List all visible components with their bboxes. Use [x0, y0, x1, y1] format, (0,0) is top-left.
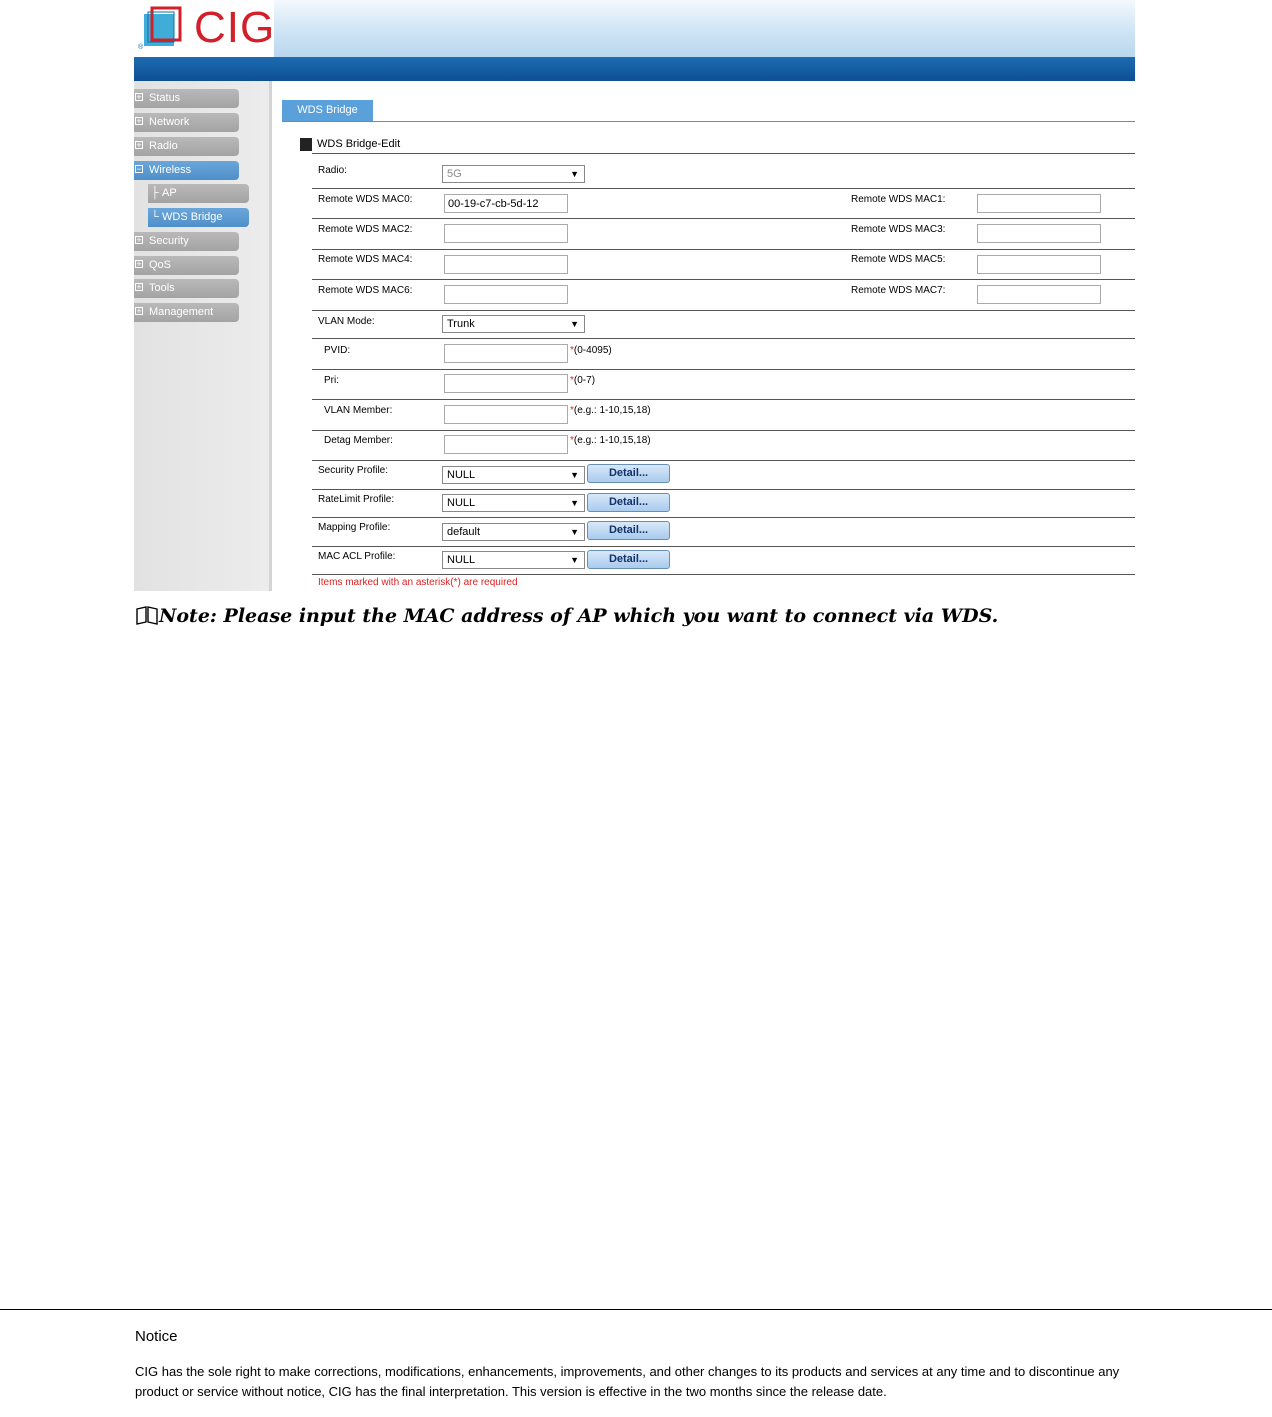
- vlan-member-input[interactable]: [444, 405, 568, 424]
- dropdown-arrow-icon: ▼: [570, 319, 579, 329]
- divider: [312, 430, 1135, 431]
- logo-mark-icon: [142, 6, 182, 48]
- sidebar-item-label: QoS: [149, 259, 172, 271]
- mapping-profile-label: Mapping Profile:: [318, 522, 391, 533]
- mac4-input[interactable]: [444, 255, 568, 274]
- pvid-range: (0-4095): [573, 345, 612, 356]
- plus-box-icon: +: [136, 282, 142, 292]
- logo-text: CIG: [194, 3, 276, 52]
- section-marker-icon: [300, 138, 312, 151]
- plus-box-icon: +: [136, 306, 142, 316]
- mac1-label: Remote WDS MAC1:: [851, 194, 946, 205]
- mac0-label: Remote WDS MAC0:: [318, 194, 413, 205]
- divider: [312, 188, 1135, 189]
- mac0-input[interactable]: [444, 194, 568, 213]
- security-profile-select[interactable]: NULL ▼: [442, 466, 585, 484]
- required-fields-note: Items marked with an asterisk(*) are required: [318, 577, 518, 588]
- pri-hint: [570, 375, 595, 387]
- detag-member-example: (e.g.: 1-10,15,18): [573, 435, 651, 446]
- dropdown-arrow-icon: ▼: [570, 169, 579, 179]
- tab-wds-bridge[interactable]: WDS Bridge: [282, 100, 373, 121]
- sidebar-subitem-wds-bridge[interactable]: [148, 208, 249, 227]
- notice-body: CIG has the sole right to make corrections, modifications, enhancements, improvements, and other changes to its products and services at any time and to discontinue any product or service without notice, CIG has the final interpretation. This version is effective in the two months since the release date.: [135, 1364, 1120, 1399]
- footer-divider: [0, 1309, 1272, 1310]
- required-star: *: [570, 435, 574, 446]
- divider: [312, 153, 1135, 154]
- divider: [312, 546, 1135, 547]
- vlan-member-hint: [570, 405, 651, 417]
- divider: [312, 310, 1135, 311]
- mac3-input[interactable]: [977, 224, 1101, 243]
- divider: [312, 399, 1135, 400]
- divider: [312, 279, 1135, 280]
- tree-branch-icon: ├: [151, 187, 159, 199]
- sidebar-item-label: Radio: [149, 140, 178, 152]
- required-star: *: [570, 345, 574, 356]
- plus-box-icon: +: [136, 235, 142, 245]
- mac2-input[interactable]: [444, 224, 568, 243]
- ratelimit-profile-detail-button[interactable]: Detail...: [587, 493, 670, 512]
- detag-member-label: Detag Member:: [324, 435, 393, 446]
- mapping-profile-select[interactable]: default ▼: [442, 523, 585, 541]
- sidebar: [134, 81, 272, 591]
- notice-title: Notice: [135, 1328, 178, 1345]
- sidebar-item-label: Tools: [149, 282, 175, 294]
- mac-acl-profile-detail-button[interactable]: Detail...: [587, 550, 670, 569]
- tree-end-icon: └: [151, 211, 159, 223]
- mac7-label: Remote WDS MAC7:: [851, 285, 946, 296]
- dropdown-arrow-icon: ▼: [570, 498, 579, 508]
- mac3-label: Remote WDS MAC3:: [851, 224, 946, 235]
- plus-box-icon: +: [136, 116, 142, 126]
- divider: [312, 218, 1135, 219]
- divider: [312, 517, 1135, 518]
- sidebar-item-label: Status: [149, 92, 181, 104]
- screenshot-frame: [134, 0, 1135, 591]
- required-star: *: [570, 405, 574, 416]
- logo: [134, 0, 274, 57]
- sidebar-item-wireless[interactable]: [134, 161, 239, 180]
- open-book-icon: [135, 605, 159, 625]
- mac5-input[interactable]: [977, 255, 1101, 274]
- ratelimit-profile-select[interactable]: NULL ▼: [442, 494, 585, 512]
- plus-box-icon: +: [136, 259, 142, 269]
- mac-acl-profile-label: MAC ACL Profile:: [318, 551, 396, 562]
- vlan-mode-select[interactable]: Trunk ▼: [442, 315, 585, 333]
- mac2-label: Remote WDS MAC2:: [318, 224, 413, 235]
- dropdown-arrow-icon: ▼: [570, 470, 579, 480]
- divider: [312, 249, 1135, 250]
- sidebar-item-status[interactable]: [134, 89, 239, 108]
- sidebar-item-radio[interactable]: [134, 137, 239, 156]
- ratelimit-profile-label: RateLimit Profile:: [318, 494, 395, 505]
- security-profile-label: Security Profile:: [318, 465, 389, 476]
- note: [135, 604, 998, 628]
- plus-box-icon: +: [136, 92, 142, 102]
- radio-select[interactable]: 5G ▼: [442, 165, 585, 183]
- mac-acl-profile-select[interactable]: NULL ▼: [442, 551, 585, 569]
- pri-range: (0-7): [573, 375, 596, 386]
- required-star: *: [570, 375, 574, 386]
- sidebar-item-security[interactable]: [134, 232, 239, 251]
- top-nav-bar: [134, 57, 1135, 81]
- plus-box-icon: +: [136, 140, 142, 150]
- pvid-label: PVID:: [324, 345, 351, 356]
- divider: [312, 489, 1135, 490]
- detag-member-hint: [570, 435, 651, 447]
- dropdown-arrow-icon: ▼: [570, 527, 579, 537]
- pri-label: Pri:: [324, 375, 339, 386]
- sidebar-subitem-label: AP: [162, 187, 177, 199]
- sidebar-item-management[interactable]: [134, 303, 239, 322]
- mac1-input[interactable]: [977, 194, 1101, 213]
- radio-label: Radio:: [318, 165, 347, 176]
- detag-member-input[interactable]: [444, 435, 568, 454]
- sidebar-item-qos[interactable]: [134, 256, 239, 275]
- sidebar-item-tools[interactable]: [134, 279, 239, 298]
- tab-underline: [282, 121, 1135, 122]
- divider: [312, 460, 1135, 461]
- sidebar-subitem-label: WDS Bridge: [162, 211, 223, 223]
- mac4-label: Remote WDS MAC4:: [318, 254, 413, 265]
- sidebar-item-label: Security: [149, 235, 189, 247]
- pvid-hint: [570, 345, 612, 357]
- pvid-input[interactable]: [444, 344, 568, 363]
- vlan-member-example: (e.g.: 1-10,15,18): [573, 405, 651, 416]
- sidebar-item-network[interactable]: [134, 113, 239, 132]
- sidebar-item-label: Management: [149, 306, 214, 318]
- mapping-profile-detail-button[interactable]: Detail...: [587, 521, 670, 540]
- divider: [312, 369, 1135, 370]
- registered-mark: ®: [138, 44, 144, 51]
- note-text: Note: Please input the MAC address of AP which you want to connect via WDS.: [159, 605, 999, 627]
- dropdown-arrow-icon: ▼: [570, 555, 579, 565]
- mac7-input[interactable]: [977, 285, 1101, 304]
- sidebar-item-label: Network: [149, 116, 190, 128]
- pri-input[interactable]: [444, 374, 568, 393]
- minus-box-icon: −: [136, 164, 142, 174]
- header-banner: [134, 0, 1135, 57]
- sidebar-item-label: Wireless: [149, 164, 192, 176]
- sidebar-subitem-ap[interactable]: [148, 184, 249, 203]
- section-title: WDS Bridge-Edit: [317, 138, 401, 150]
- vlan-mode-label: VLAN Mode:: [318, 316, 375, 327]
- security-profile-detail-button[interactable]: Detail...: [587, 464, 670, 483]
- mac6-label: Remote WDS MAC6:: [318, 285, 413, 296]
- mac6-input[interactable]: [444, 285, 568, 304]
- mac5-label: Remote WDS MAC5:: [851, 254, 946, 265]
- divider: [312, 574, 1135, 575]
- vlan-member-label: VLAN Member:: [324, 405, 393, 416]
- divider: [312, 338, 1135, 339]
